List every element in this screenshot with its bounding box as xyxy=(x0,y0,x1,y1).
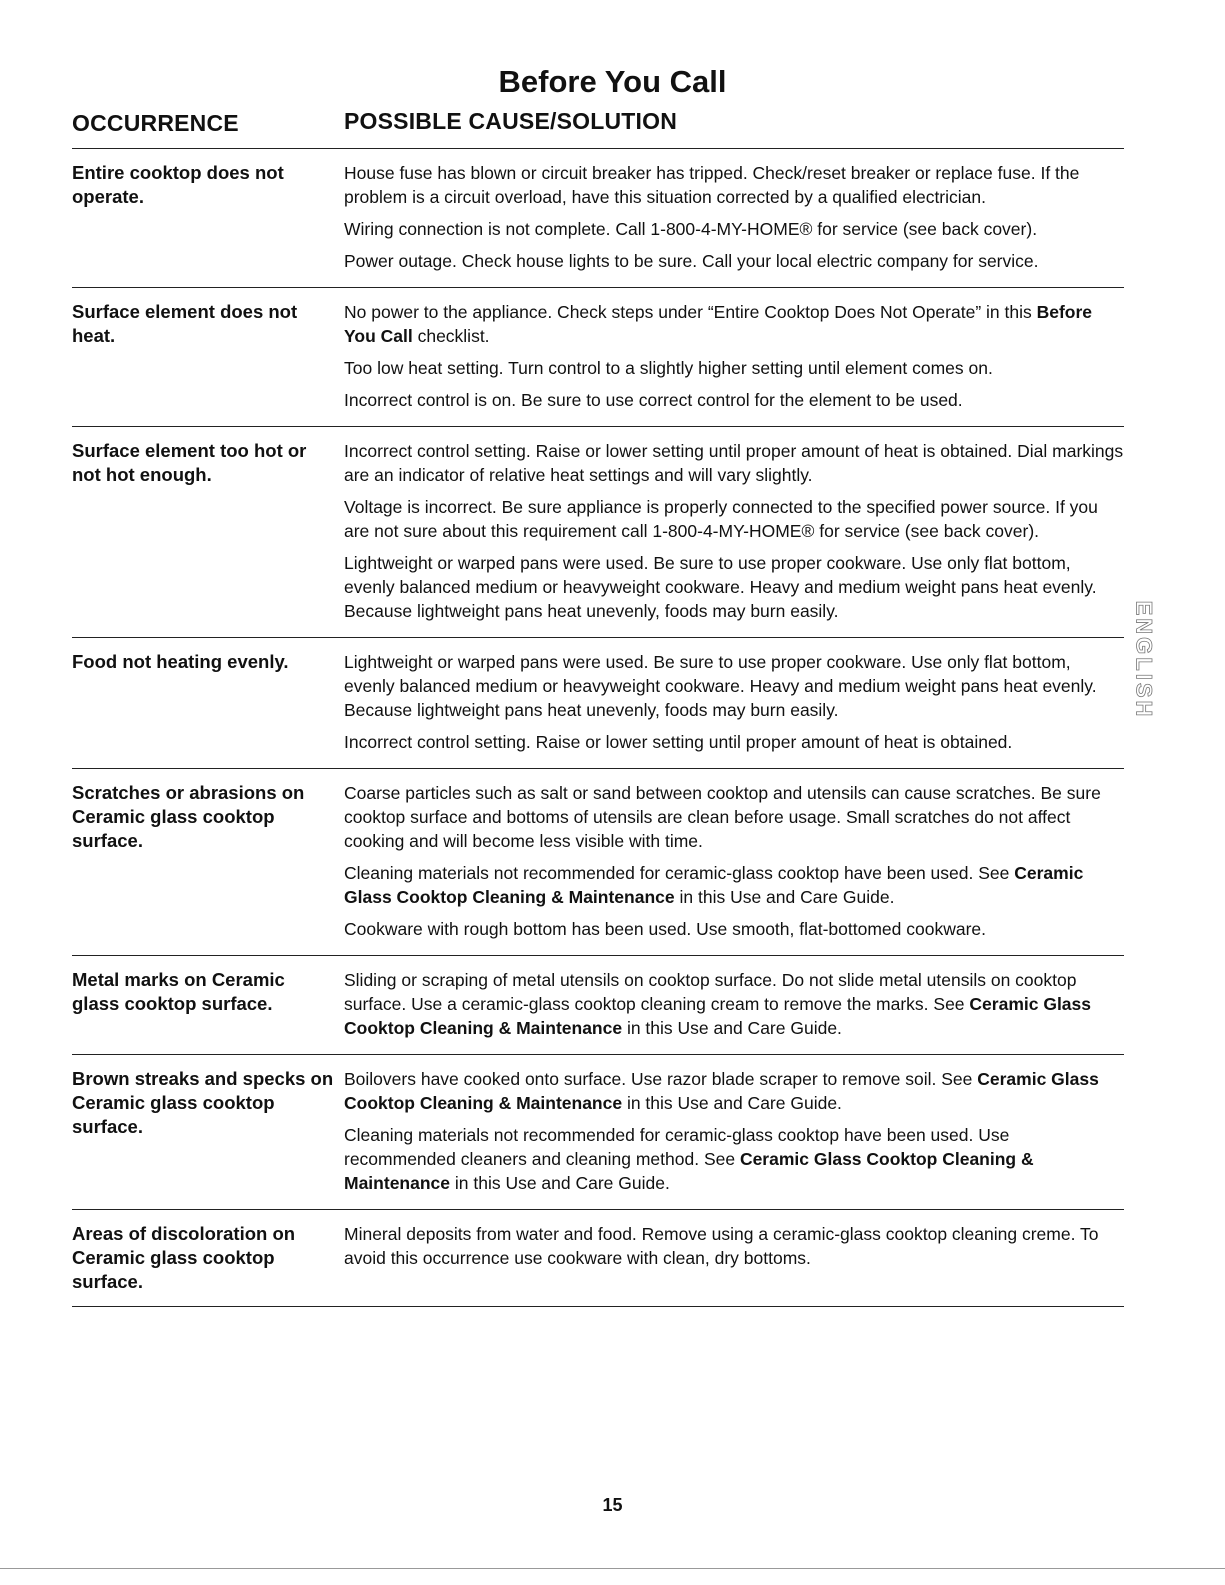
bold-reference: Ceramic Glass Cooktop Cleaning & Maintenance xyxy=(344,994,1092,1038)
cause-solution-text xyxy=(344,1123,1124,1195)
page-title: Before You Call xyxy=(498,64,727,99)
language-side-tab xyxy=(1128,580,1158,740)
bottom-rule xyxy=(0,1568,1225,1569)
cause-solution-text xyxy=(344,1067,1124,1115)
text-segment: in this Use and Care Guide. xyxy=(622,1018,842,1038)
text-segment: Boilovers have cooked onto surface. Use razor blade scraper to remove soil. See xyxy=(344,1069,978,1089)
cause-solution-text xyxy=(344,300,1124,348)
text-segment: in this Use and Care Guide. xyxy=(622,1093,842,1113)
table-row xyxy=(72,1210,1124,1307)
occurrence-column-header: OCCURRENCE xyxy=(72,110,239,136)
cause-solution-text xyxy=(344,968,1124,1040)
table-row xyxy=(72,149,1124,288)
cause-list xyxy=(344,161,1124,275)
text-segment: Lightweight or warped pans were used. Be sure to use proper cookware. Use only flat bottom, evenly balanced medium or heavyweight cookware. Heavy and medium weight pans heat evenly. Because lightweight pans heat unevenly, foods may burn easily. xyxy=(344,553,1097,621)
text-segment: House fuse has blown or circuit breaker has tripped. Check/reset breaker or replace fuse. If the problem is a circuit overload, have this situation corrected by a qualified electrician. xyxy=(344,163,1080,207)
cause-solution-text xyxy=(344,356,1124,380)
cause-list xyxy=(344,1222,1124,1294)
text-segment: in this Use and Care Guide. xyxy=(450,1173,670,1193)
text-segment: Wiring connection is not complete. Call 1-800-4-MY-HOME® for service (see back cover). xyxy=(344,219,1038,239)
cause-solution-text xyxy=(344,249,1124,273)
occurrence-text: Surface element does not heat. xyxy=(72,301,298,346)
text-segment: in this Use and Care Guide. xyxy=(674,887,895,907)
text-segment: Voltage is incorrect. Be sure appliance is properly connected to the specified power source. If you are not sure about this requirement call 1-800-4-MY-HOME® for service (see back cover). xyxy=(344,497,1098,541)
cause-list xyxy=(344,968,1124,1042)
text-segment: Incorrect control is on. Be sure to use correct control for the element to be used. xyxy=(344,390,963,410)
cause-solution-text xyxy=(344,217,1124,241)
cause-list xyxy=(344,439,1124,625)
cause-column-header: POSSIBLE CAUSE/SOLUTION xyxy=(344,108,678,134)
occurrence-text: Areas of discoloration on Ceramic glass cooktop surface. xyxy=(72,1223,296,1292)
table-row xyxy=(72,769,1124,956)
text-segment: Cookware with rough bottom has been used. Use smooth, flat-bottomed cookware. xyxy=(344,919,987,939)
occurrence-text: Food not heating evenly. xyxy=(72,651,289,672)
occurrence-text: Metal marks on Ceramic glass cooktop surface. xyxy=(72,969,285,1014)
cause-solution-text xyxy=(344,917,1124,941)
table-row xyxy=(72,956,1124,1055)
occurrence-text: Surface element too hot or not hot enough. xyxy=(72,440,307,485)
text-segment: Too low heat setting. Turn control to a slightly higher setting until element comes on. xyxy=(344,358,993,378)
cause-list xyxy=(344,1067,1124,1197)
table-row xyxy=(72,427,1124,638)
table-row xyxy=(72,1055,1124,1210)
cause-solution-text xyxy=(344,551,1124,623)
text-segment: Incorrect control setting. Raise or lower setting until proper amount of heat is obtained. xyxy=(344,732,1013,752)
cause-solution-text xyxy=(344,861,1124,909)
table-row xyxy=(72,288,1124,427)
cause-solution-text xyxy=(344,1222,1124,1270)
bold-reference: Ceramic Glass Cooktop Cleaning & Maintenance xyxy=(344,1149,1034,1193)
bold-reference: Before You Call xyxy=(344,302,1093,346)
occurrence-text: Scratches or abrasions on Ceramic glass cooktop surface. xyxy=(72,782,305,851)
occurrence-text: Entire cooktop does not operate. xyxy=(72,162,284,207)
cause-solution-text xyxy=(344,495,1124,543)
cause-solution-text xyxy=(344,781,1124,853)
text-segment: Power outage. Check house lights to be sure. Call your local electric company for service. xyxy=(344,251,1039,271)
text-segment: Sliding or scraping of metal utensils on cooktop surface. Do not slide metal utensils on cooktop surface. Use a ceramic-glass cooktop cleaning cream to remove the marks. See xyxy=(344,970,1077,1014)
cause-solution-text xyxy=(344,388,1124,412)
cause-list xyxy=(344,300,1124,414)
text-segment: Lightweight or warped pans were used. Be sure to use proper cookware. Use only flat bottom, evenly balanced medium or heavyweight cookware. Heavy and medium weight pans heat evenly. Because lightweight pans heat unevenly, foods may burn easily. xyxy=(344,652,1097,720)
troubleshooting-table xyxy=(72,148,1124,1307)
language-label: ENGLISH xyxy=(1131,600,1157,720)
page-number: 15 xyxy=(602,1495,623,1515)
text-segment: Cleaning materials not recommended for ceramic-glass cooktop have been used. Use recommended cleaners and cleaning method. See xyxy=(344,1125,1010,1169)
text-segment: Cleaning materials not recommended for ceramic-glass cooktop have been used. See xyxy=(344,863,1015,883)
text-segment: Incorrect control setting. Raise or lower setting until proper amount of heat is obtained. Dial markings are an indicator of relative heat settings and will vary slightly. xyxy=(344,441,1124,485)
text-segment: Mineral deposits from water and food. Remove using a ceramic-glass cooktop cleaning creme. To avoid this occurrence use cookware with clean, dry bottoms. xyxy=(344,1224,1099,1268)
cause-solution-text xyxy=(344,650,1124,722)
bold-reference: Ceramic Glass Cooktop Cleaning & Maintenance xyxy=(344,1069,1099,1113)
bold-reference: Ceramic Glass Cooktop Cleaning & Maintenance xyxy=(344,863,1084,907)
text-segment: checklist. xyxy=(412,326,490,346)
occurrence-text: Brown streaks and specks on Ceramic glass cooktop surface. xyxy=(72,1068,334,1137)
cause-list xyxy=(344,781,1124,943)
cause-list xyxy=(344,650,1124,756)
text-segment: Coarse particles such as salt or sand between cooktop and utensils can cause scratches. Be sure cooktop surface and bottoms of utensils are clean before usage. Small scratches do not affect cooking and will become less visible with time. xyxy=(344,783,1101,851)
cause-solution-text xyxy=(344,439,1124,487)
text-segment: No power to the appliance. Check steps under “Entire Cooktop Does Not Operate” in this xyxy=(344,302,1037,322)
table-row xyxy=(72,638,1124,769)
cause-solution-text xyxy=(344,730,1124,754)
cause-solution-text xyxy=(344,161,1124,209)
